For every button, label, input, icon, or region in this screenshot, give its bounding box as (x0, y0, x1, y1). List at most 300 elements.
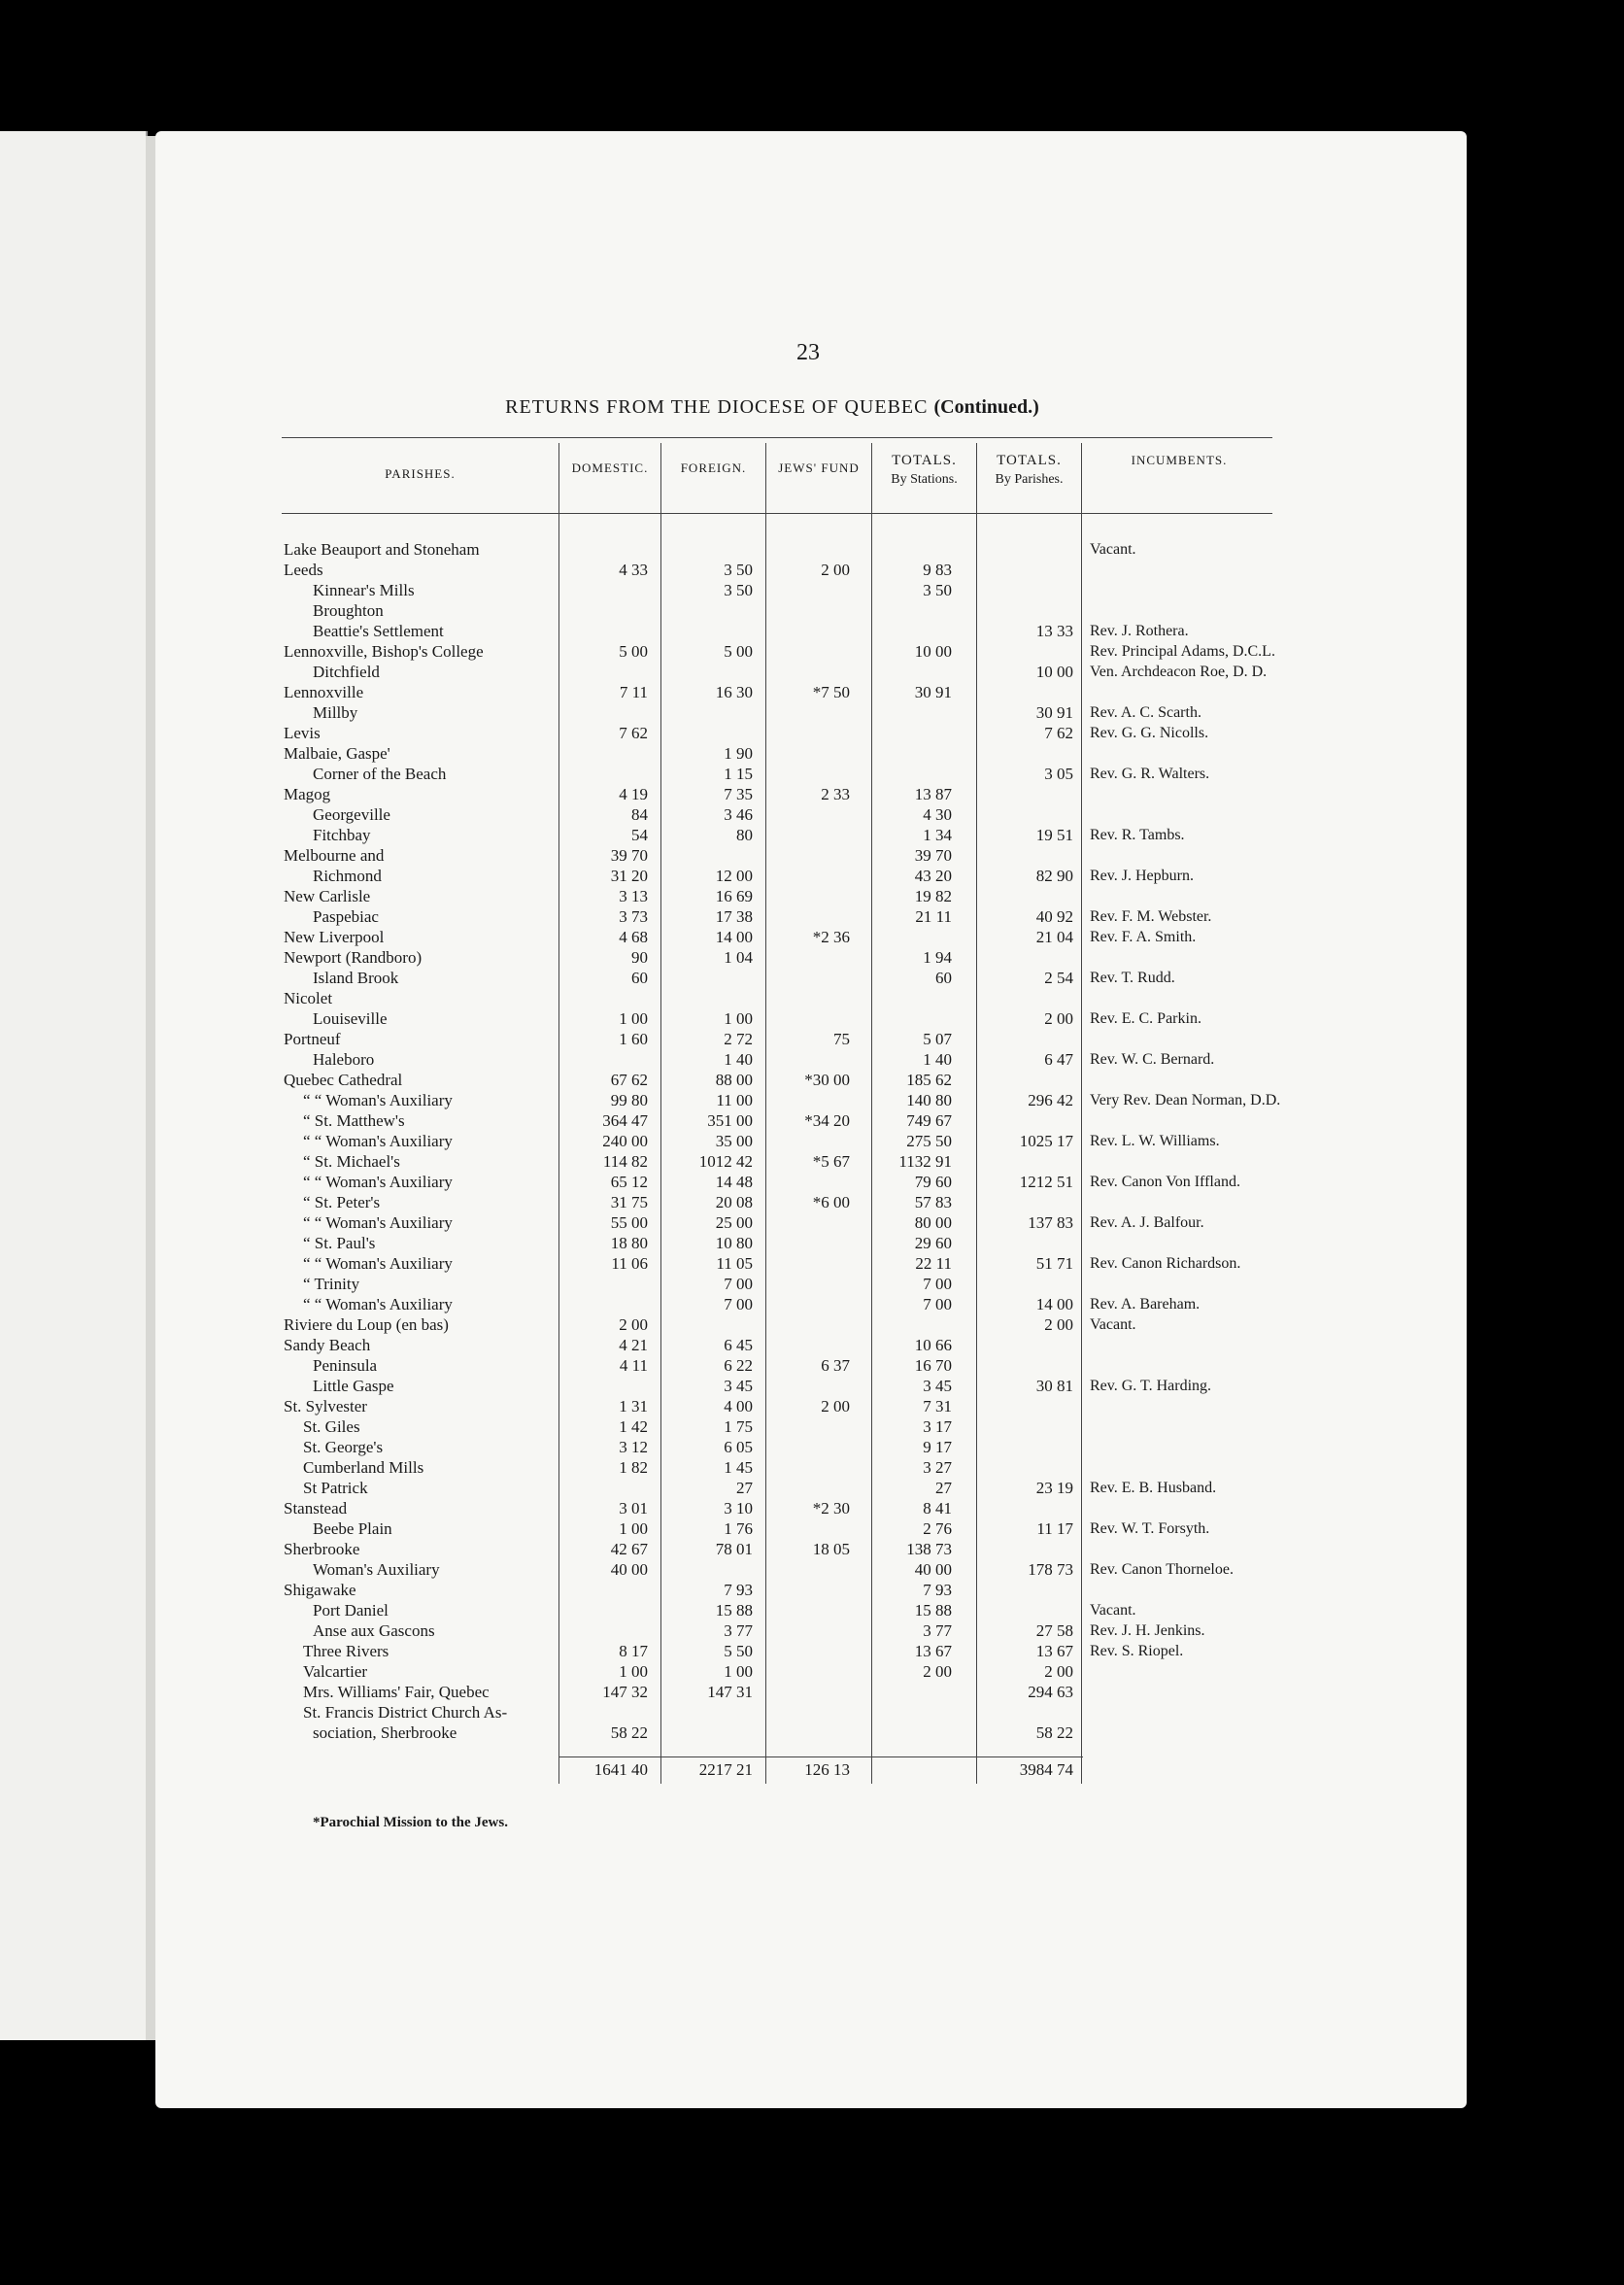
table-row (0, 1641, 1624, 1661)
cell-by-stations: 1 94 (923, 948, 952, 967)
incumbent-name: Rev. E. C. Parkin. (1090, 1010, 1201, 1027)
cell-domestic: 3 12 (619, 1438, 648, 1456)
incumbent-name: Rev. W. T. Forsyth. (1090, 1520, 1210, 1537)
cell-domestic: 1 82 (619, 1458, 648, 1477)
cell-foreign: 10 80 (715, 1234, 753, 1252)
parish-name: Paspebiac (313, 907, 379, 926)
cell-by-stations: 3 17 (923, 1417, 952, 1436)
cell-by-stations: 80 00 (914, 1213, 952, 1232)
table-row (0, 845, 1624, 866)
table-row (0, 1335, 1624, 1355)
cell-domestic: 4 19 (619, 785, 648, 803)
table-row (0, 621, 1624, 641)
cell-by-stations: 2 00 (923, 1662, 952, 1681)
cell-foreign: 7 35 (724, 785, 753, 803)
cell-by-stations: 19 82 (914, 887, 952, 905)
incumbent-name: Rev. A. J. Balfour. (1090, 1214, 1204, 1231)
cell-domestic: 364 47 (602, 1111, 648, 1130)
cell-by-stations: 27 (935, 1479, 952, 1497)
header-top-rule (282, 437, 1272, 438)
parish-name: Fitchbay (313, 826, 371, 844)
cell-by-stations: 2 76 (923, 1519, 952, 1538)
cell-foreign: 1 04 (724, 948, 753, 967)
parish-name: St. Giles (303, 1417, 360, 1436)
parish-name: Riviere du Loup (en bas) (284, 1315, 449, 1334)
table-row (0, 600, 1624, 621)
cell-by-stations: 9 83 (923, 561, 952, 579)
table-row (0, 886, 1624, 906)
cell-by-stations: 60 (935, 969, 952, 987)
cell-foreign: 4 00 (724, 1397, 753, 1415)
total-domestic: 1641 40 (593, 1760, 648, 1779)
cell-jews-fund: 2 00 (821, 561, 850, 579)
cell-by-stations: 13 87 (914, 785, 952, 803)
cell-by-stations: 8 41 (923, 1499, 952, 1518)
cell-by-stations: 4 30 (923, 805, 952, 824)
cell-by-parishes: 6 47 (1044, 1050, 1073, 1069)
parish-name: Magog (284, 785, 331, 803)
cell-foreign: 1 15 (724, 765, 753, 783)
incumbent-name: Vacant. (1090, 541, 1136, 558)
cell-foreign: 6 22 (724, 1356, 753, 1375)
table-row (0, 1110, 1624, 1131)
table-row (0, 560, 1624, 580)
cell-by-stations: 1132 91 (898, 1152, 952, 1171)
cell-by-parishes: 30 91 (1035, 703, 1073, 722)
cell-by-parishes: 1025 17 (1019, 1132, 1073, 1150)
cell-foreign: 78 01 (715, 1540, 753, 1558)
table-row (0, 1600, 1624, 1620)
cell-foreign: 6 05 (724, 1438, 753, 1456)
cell-jews-fund: *2 30 (812, 1499, 850, 1518)
table-row (0, 1518, 1624, 1539)
cell-jews-fund: 2 00 (821, 1397, 850, 1415)
cell-jews-fund: 6 37 (821, 1356, 850, 1375)
cell-by-stations: 138 73 (906, 1540, 952, 1558)
table-row (0, 1070, 1624, 1090)
table-row (0, 1314, 1624, 1335)
cell-by-stations: 5 07 (923, 1030, 952, 1048)
cell-domestic: 54 (631, 826, 648, 844)
cell-foreign: 1 40 (724, 1050, 753, 1069)
table-row (0, 764, 1624, 784)
cell-foreign: 147 31 (707, 1683, 753, 1701)
parish-name: Beattie's Settlement (313, 622, 444, 640)
cell-by-stations: 40 00 (914, 1560, 952, 1579)
cell-foreign: 3 50 (724, 581, 753, 599)
cell-foreign: 11 05 (716, 1254, 753, 1273)
table-row (0, 641, 1624, 662)
title-suffix: (Continued.) (933, 396, 1039, 418)
title-text: RETURNS FROM THE DIOCESE OF QUEBEC (505, 396, 929, 418)
cell-by-parishes: 13 33 (1035, 622, 1073, 640)
cell-foreign: 3 46 (724, 805, 753, 824)
cell-foreign: 1 90 (724, 744, 753, 763)
parish-name: Anse aux Gascons (313, 1621, 435, 1640)
parish-name: Peninsula (313, 1356, 378, 1375)
cell-by-stations: 9 17 (923, 1438, 952, 1456)
header-domestic: DOMESTIC. (571, 460, 649, 475)
header-totals-parishes (977, 451, 1081, 490)
cell-jews-fund: *6 00 (812, 1193, 850, 1211)
cell-by-stations: 275 50 (906, 1132, 952, 1150)
parish-name: Georgeville (313, 805, 390, 824)
cell-domestic: 1 00 (619, 1519, 648, 1538)
parish-name: Island Brook (313, 969, 399, 987)
cell-by-parishes: 58 22 (1035, 1723, 1073, 1742)
cell-domestic: 7 11 (619, 683, 648, 701)
parish-name: “ St. Peter's (303, 1193, 381, 1211)
table-row (0, 1233, 1624, 1253)
table-row (0, 1416, 1624, 1437)
cell-by-parishes: 2 54 (1044, 969, 1073, 987)
cell-jews-fund: *7 50 (812, 683, 850, 701)
cell-foreign: 1 76 (724, 1519, 753, 1538)
cell-foreign: 80 (736, 826, 753, 844)
parish-name: Melbourne and (284, 846, 385, 865)
incumbent-name: Ven. Archdeacon Roe, D. D. (1090, 664, 1268, 680)
parish-name: Woman's Auxiliary (313, 1560, 440, 1579)
incumbent-name: Rev. F. A. Smith. (1090, 929, 1197, 945)
table-row (0, 1376, 1624, 1396)
parish-name: Mrs. Williams' Fair, Quebec (303, 1683, 490, 1701)
incumbent-name: Rev. R. Tambs. (1090, 827, 1185, 843)
table-row (0, 1498, 1624, 1518)
parish-name: Lennoxville (284, 683, 364, 701)
parish-name: “ “ Woman's Auxiliary (303, 1091, 453, 1109)
cell-by-parishes: 1212 51 (1019, 1173, 1073, 1191)
cell-by-parishes: 21 04 (1035, 928, 1073, 946)
cell-jews-fund: *34 20 (804, 1111, 850, 1130)
page-number: 23 (796, 340, 820, 365)
parish-name: Newport (Randboro) (284, 948, 423, 967)
cell-domestic: 1 00 (619, 1009, 648, 1028)
table-row (0, 1478, 1624, 1498)
total-foreign: 2217 21 (698, 1760, 753, 1779)
cell-foreign: 35 00 (715, 1132, 753, 1150)
table-row (0, 539, 1624, 560)
cell-domestic: 31 75 (610, 1193, 648, 1211)
cell-by-stations: 3 27 (923, 1458, 952, 1477)
parish-name: Portneuf (284, 1030, 341, 1048)
parish-name: St. Francis District Church As- (303, 1703, 508, 1722)
cell-foreign: 1 45 (724, 1458, 753, 1477)
cell-by-parishes: 27 58 (1035, 1621, 1073, 1640)
incumbent-name: Rev. J. Hepburn. (1090, 868, 1194, 884)
parish-name: Levis (284, 724, 321, 742)
parish-name: Broughton (313, 601, 384, 620)
table-row (0, 1131, 1624, 1151)
cell-domestic: 31 20 (610, 867, 648, 885)
parish-name: Sherbrooke (284, 1540, 360, 1558)
incumbent-name: Rev. F. M. Webster. (1090, 908, 1212, 925)
cell-by-stations: 21 11 (915, 907, 952, 926)
cell-domestic: 60 (631, 969, 648, 987)
cell-domestic: 7 62 (619, 724, 648, 742)
parish-name: Sandy Beach (284, 1336, 371, 1354)
table-row (0, 580, 1624, 600)
table-row (0, 1172, 1624, 1192)
cell-foreign: 20 08 (715, 1193, 753, 1211)
cell-foreign: 12 00 (715, 867, 753, 885)
parish-name: “ St. Paul's (303, 1234, 376, 1252)
cell-domestic: 2 00 (619, 1315, 648, 1334)
cell-by-stations: 79 60 (914, 1173, 952, 1191)
table-row (0, 682, 1624, 702)
parish-name: Haleboro (313, 1050, 375, 1069)
cell-domestic: 8 17 (619, 1642, 648, 1660)
table-row (0, 1294, 1624, 1314)
table-row (0, 1722, 1624, 1743)
cell-domestic: 90 (631, 948, 648, 967)
cell-domestic: 99 80 (610, 1091, 648, 1109)
parish-name: Millby (313, 703, 358, 722)
cell-domestic: 1 00 (619, 1662, 648, 1681)
cell-jews-fund: 18 05 (812, 1540, 850, 1558)
table-row (0, 1355, 1624, 1376)
cell-jews-fund: *5 67 (812, 1152, 850, 1171)
header-totals-parishes-label: TOTALS. (997, 453, 1062, 468)
table-row (0, 1437, 1624, 1457)
cell-foreign: 15 88 (715, 1601, 753, 1620)
cell-by-parishes: 296 42 (1028, 1091, 1073, 1109)
cell-foreign: 1 00 (724, 1009, 753, 1028)
incumbent-name: Rev. J. H. Jenkins. (1090, 1622, 1205, 1639)
cell-by-stations: 7 31 (923, 1397, 952, 1415)
cell-by-parishes: 7 62 (1044, 724, 1073, 742)
cell-jews-fund: *2 36 (812, 928, 850, 946)
cell-foreign: 88 00 (715, 1071, 753, 1089)
incumbent-name: Rev. Canon Richardson. (1090, 1255, 1241, 1272)
incumbent-name: Rev. A. Bareham. (1090, 1296, 1201, 1313)
cell-foreign: 1 75 (724, 1417, 753, 1436)
cell-by-stations: 43 20 (914, 867, 952, 885)
incumbent-name: Rev. G. T. Harding. (1090, 1378, 1212, 1394)
parish-name: “ St. Matthew's (303, 1111, 405, 1130)
cell-domestic: 3 01 (619, 1499, 648, 1518)
incumbent-name: Rev. Principal Adams, D.C.L. (1090, 643, 1275, 660)
cell-foreign: 3 77 (724, 1621, 753, 1640)
cell-domestic: 11 06 (611, 1254, 648, 1273)
parish-name: Lennoxville, Bishop's College (284, 642, 484, 661)
table-row (0, 743, 1624, 764)
table-row (0, 988, 1624, 1008)
cell-foreign: 27 (736, 1479, 753, 1497)
cell-foreign: 7 00 (724, 1295, 753, 1313)
parish-name: “ St. Michael's (303, 1152, 400, 1171)
cell-domestic: 67 62 (610, 1071, 648, 1089)
cell-domestic: 5 00 (619, 642, 648, 661)
cell-by-parishes: 2 00 (1044, 1009, 1073, 1028)
cell-by-parishes: 11 17 (1036, 1519, 1073, 1538)
parish-name: Port Daniel (313, 1601, 389, 1620)
header-jews-fund: JEWS' FUND (778, 460, 860, 475)
table-row (0, 1661, 1624, 1682)
parish-name: Richmond (313, 867, 382, 885)
cell-by-stations: 7 00 (923, 1275, 952, 1293)
table-row (0, 804, 1624, 825)
cell-foreign: 7 93 (724, 1581, 753, 1599)
cell-foreign: 5 50 (724, 1642, 753, 1660)
table-row (0, 1192, 1624, 1212)
cell-by-stations: 57 83 (914, 1193, 952, 1211)
page-title (282, 396, 1263, 419)
table-row (0, 1702, 1624, 1722)
parish-name: New Liverpool (284, 928, 385, 946)
cell-by-parishes: 2 00 (1044, 1662, 1073, 1681)
cell-domestic: 65 12 (610, 1173, 648, 1191)
cell-domestic: 55 00 (610, 1213, 648, 1232)
table-row (0, 702, 1624, 723)
parish-name: “ “ Woman's Auxiliary (303, 1173, 453, 1191)
cell-domestic: 1 42 (619, 1417, 648, 1436)
cell-by-parishes: 14 00 (1035, 1295, 1073, 1313)
incumbent-name: Rev. A. C. Scarth. (1090, 704, 1201, 721)
table-row (0, 1580, 1624, 1600)
header-parishes: PARISHES. (385, 466, 456, 481)
cell-foreign: 6 45 (724, 1336, 753, 1354)
cell-by-parishes: 3 05 (1044, 765, 1073, 783)
total-jews-fund: 126 13 (804, 1760, 850, 1779)
cell-by-parishes: 19 51 (1035, 826, 1073, 844)
incumbent-name: Rev. G. G. Nicolls. (1090, 725, 1209, 741)
cell-by-parishes: 51 71 (1035, 1254, 1073, 1273)
parish-name: Lake Beauport and Stoneham (284, 540, 480, 559)
cell-foreign: 16 69 (715, 887, 753, 905)
cell-foreign: 7 00 (724, 1275, 753, 1293)
parish-name: “ “ Woman's Auxiliary (303, 1254, 453, 1273)
parish-name: Leeds (284, 561, 323, 579)
cell-by-stations: 10 00 (914, 642, 952, 661)
cell-foreign: 3 50 (724, 561, 753, 579)
cell-foreign: 17 38 (715, 907, 753, 926)
incumbent-name: Rev. J. Rothera. (1090, 623, 1189, 639)
cell-jews-fund: *30 00 (804, 1071, 850, 1089)
header-totals-stations-sub: By Stations. (891, 472, 958, 487)
cell-by-parishes: 30 81 (1035, 1377, 1073, 1395)
cell-by-stations: 1 40 (923, 1050, 952, 1069)
cell-by-parishes: 178 73 (1028, 1560, 1073, 1579)
parish-name: St. Sylvester (284, 1397, 367, 1415)
incumbent-name: Rev. T. Rudd. (1090, 970, 1175, 986)
parish-name: Shigawake (284, 1581, 356, 1599)
incumbent-name: Rev. Canon Thorneloe. (1090, 1561, 1234, 1578)
totals-row (0, 1760, 1624, 1784)
cell-domestic: 1 60 (619, 1030, 648, 1048)
cell-by-stations: 10 66 (914, 1336, 952, 1354)
table-row (0, 1008, 1624, 1029)
cell-by-parishes: 13 67 (1035, 1642, 1073, 1660)
cell-domestic: 84 (631, 805, 648, 824)
cell-by-parishes: 294 63 (1028, 1683, 1073, 1701)
incumbent-name: Rev. L. W. Williams. (1090, 1133, 1220, 1149)
cell-by-stations: 13 67 (914, 1642, 952, 1660)
cell-by-parishes: 10 00 (1035, 663, 1073, 681)
total-by-parishes: 3984 74 (1019, 1760, 1073, 1779)
parish-name: Beebe Plain (313, 1519, 392, 1538)
cell-domestic: 1 31 (619, 1397, 648, 1415)
table-row (0, 662, 1624, 682)
cell-jews-fund: 2 33 (821, 785, 850, 803)
parish-name: Corner of the Beach (313, 765, 447, 783)
cell-foreign: 2 72 (724, 1030, 753, 1048)
parish-name: “ “ Woman's Auxiliary (303, 1132, 453, 1150)
cell-domestic: 39 70 (610, 846, 648, 865)
cell-domestic: 4 33 (619, 561, 648, 579)
cell-domestic: 42 67 (610, 1540, 648, 1558)
parish-name: Valcartier (303, 1662, 368, 1681)
cell-domestic: 40 00 (610, 1560, 648, 1579)
table-row (0, 1559, 1624, 1580)
incumbent-name: Very Rev. Dean Norman, D.D. (1090, 1092, 1281, 1108)
header-bottom-rule (282, 513, 1272, 514)
cell-foreign: 3 45 (724, 1377, 753, 1395)
parish-name: New Carlisle (284, 887, 371, 905)
cell-foreign: 3 10 (724, 1499, 753, 1518)
table-row (0, 1274, 1624, 1294)
cell-by-stations: 1 34 (923, 826, 952, 844)
cell-domestic: 147 32 (602, 1683, 648, 1701)
cell-by-stations: 140 80 (906, 1091, 952, 1109)
table-row (0, 1682, 1624, 1702)
cell-foreign: 11 00 (716, 1091, 753, 1109)
cell-foreign: 25 00 (715, 1213, 753, 1232)
table-row (0, 1029, 1624, 1049)
parish-name: St Patrick (303, 1479, 368, 1497)
cell-by-stations: 30 91 (914, 683, 952, 701)
cell-domestic: 3 13 (619, 887, 648, 905)
parish-name: Cumberland Mills (303, 1458, 424, 1477)
incumbent-name: Rev. W. C. Bernard. (1090, 1051, 1215, 1068)
cell-domestic: 58 22 (610, 1723, 648, 1742)
parish-name: “ Trinity (303, 1275, 360, 1293)
table-row (0, 866, 1624, 886)
parish-name: St. George's (303, 1438, 384, 1456)
parish-name: Kinnear's Mills (313, 581, 415, 599)
cell-by-stations: 7 00 (923, 1295, 952, 1313)
cell-foreign: 1012 42 (698, 1152, 753, 1171)
cell-by-parishes: 2 00 (1044, 1315, 1073, 1334)
cell-foreign: 14 00 (715, 928, 753, 946)
table-row (0, 968, 1624, 988)
cell-by-parishes: 137 83 (1028, 1213, 1073, 1232)
parish-name: Stanstead (284, 1499, 348, 1518)
cell-by-stations: 3 45 (923, 1377, 952, 1395)
cell-domestic: 18 80 (610, 1234, 648, 1252)
cell-foreign: 351 00 (707, 1111, 753, 1130)
cell-domestic: 4 68 (619, 928, 648, 946)
cell-domestic: 4 11 (619, 1356, 648, 1375)
cell-by-parishes: 23 19 (1035, 1479, 1073, 1497)
table-row (0, 1396, 1624, 1416)
cell-domestic: 240 00 (602, 1132, 648, 1150)
table-row (0, 947, 1624, 968)
cell-domestic: 4 21 (619, 1336, 648, 1354)
parish-name: Little Gaspe (313, 1377, 394, 1395)
cell-foreign: 16 30 (715, 683, 753, 701)
incumbent-name: Rev. Canon Von Iffland. (1090, 1174, 1240, 1190)
parish-name: Three Rivers (303, 1642, 389, 1660)
cell-by-stations: 16 70 (914, 1356, 952, 1375)
incumbent-name: Rev. G. R. Walters. (1090, 766, 1210, 782)
header-foreign: FOREIGN. (680, 460, 747, 475)
cell-by-stations: 29 60 (914, 1234, 952, 1252)
header-totals-stations (872, 451, 976, 490)
cell-by-stations: 749 67 (906, 1111, 952, 1130)
table-row (0, 1620, 1624, 1641)
incumbent-name: Vacant. (1090, 1316, 1136, 1333)
header-totals-stations-label: TOTALS. (892, 453, 957, 468)
